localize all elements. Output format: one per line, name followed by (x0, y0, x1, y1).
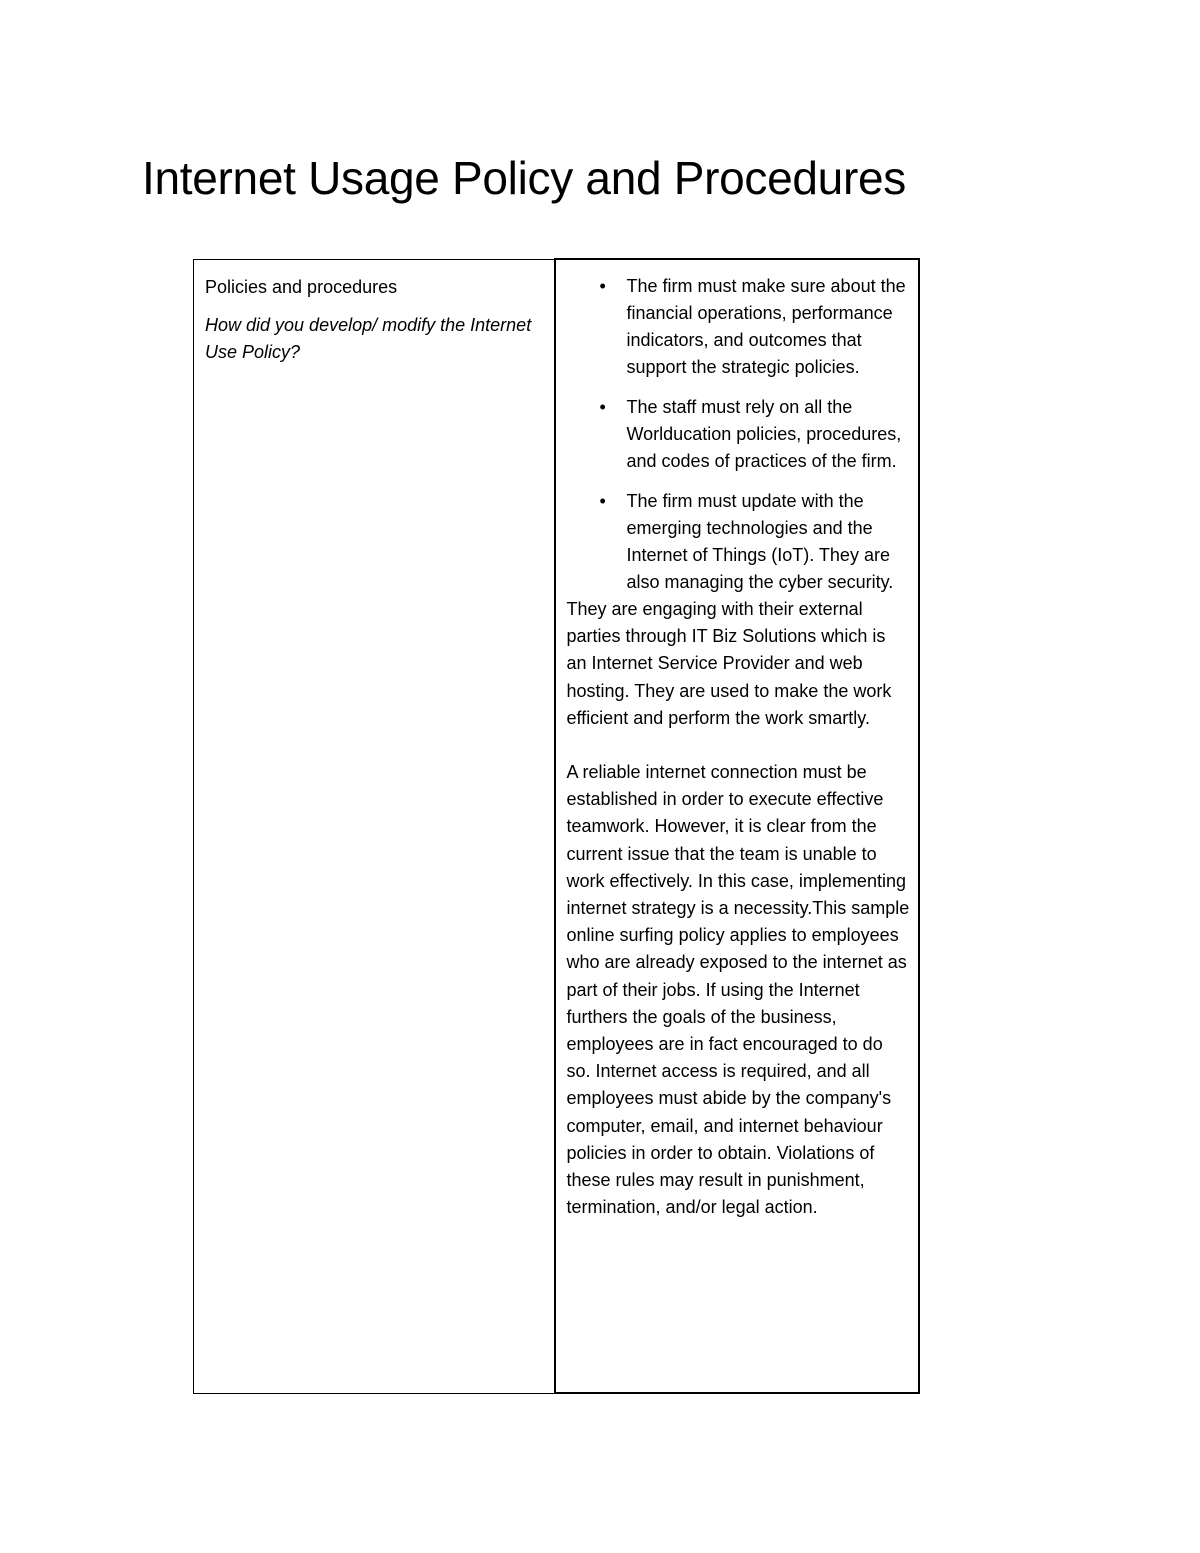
bullet-icon: • (599, 276, 606, 296)
table-cell-content (555, 259, 919, 1393)
policy-table (193, 258, 920, 1394)
table-cell-label (194, 259, 555, 1393)
list-item (567, 394, 910, 475)
paragraph-internet-policy: A reliable internet connection must be established in order to execute effective teamwork. However, it is clear from the current issue that the team is unable to work effectively. In this case, implementing internet strategy is a necessity.This sample online surfing policy applies to employees who are already exposed to the internet as part of their jobs. If using the Internet furthers the goals of the business, employees are in fact encouraged to do so. Internet access is required, and all employees must abide by the company's computer, email, and internet behaviour policies in order to obtain. Violations of these rules may result in punishment, termination, and/or legal action. (566, 762, 910, 1218)
bullet-icon: • (599, 491, 606, 511)
bullet-text: The staff must rely on all the Worlducation policies, procedures, and codes of practices of the firm. (626, 397, 902, 471)
row-question: How did you develop/ modify the Internet Use Policy? (205, 314, 532, 362)
bullet-list (567, 273, 910, 596)
paragraph-external-parties: They are engaging with their external parties through IT Biz Solutions which is an Internet Service Provider and web hosting. They are used to make the work efficient and perform the work smartly. (566, 599, 892, 728)
row-label: Policies and procedures (205, 276, 398, 297)
table-row (194, 259, 919, 1393)
list-item (567, 273, 910, 381)
bullet-icon: • (599, 397, 606, 417)
bullet-text: The firm must update with the emerging technologies and the Internet of Things (IoT). They are also managing the cyber security. (626, 491, 894, 592)
list-item (567, 488, 910, 596)
page-title: Internet Usage Policy and Procedures (142, 152, 906, 204)
bullet-text: The firm must make sure about the financial operations, performance indicators, and outcomes that support the strategic policies. (626, 276, 906, 377)
